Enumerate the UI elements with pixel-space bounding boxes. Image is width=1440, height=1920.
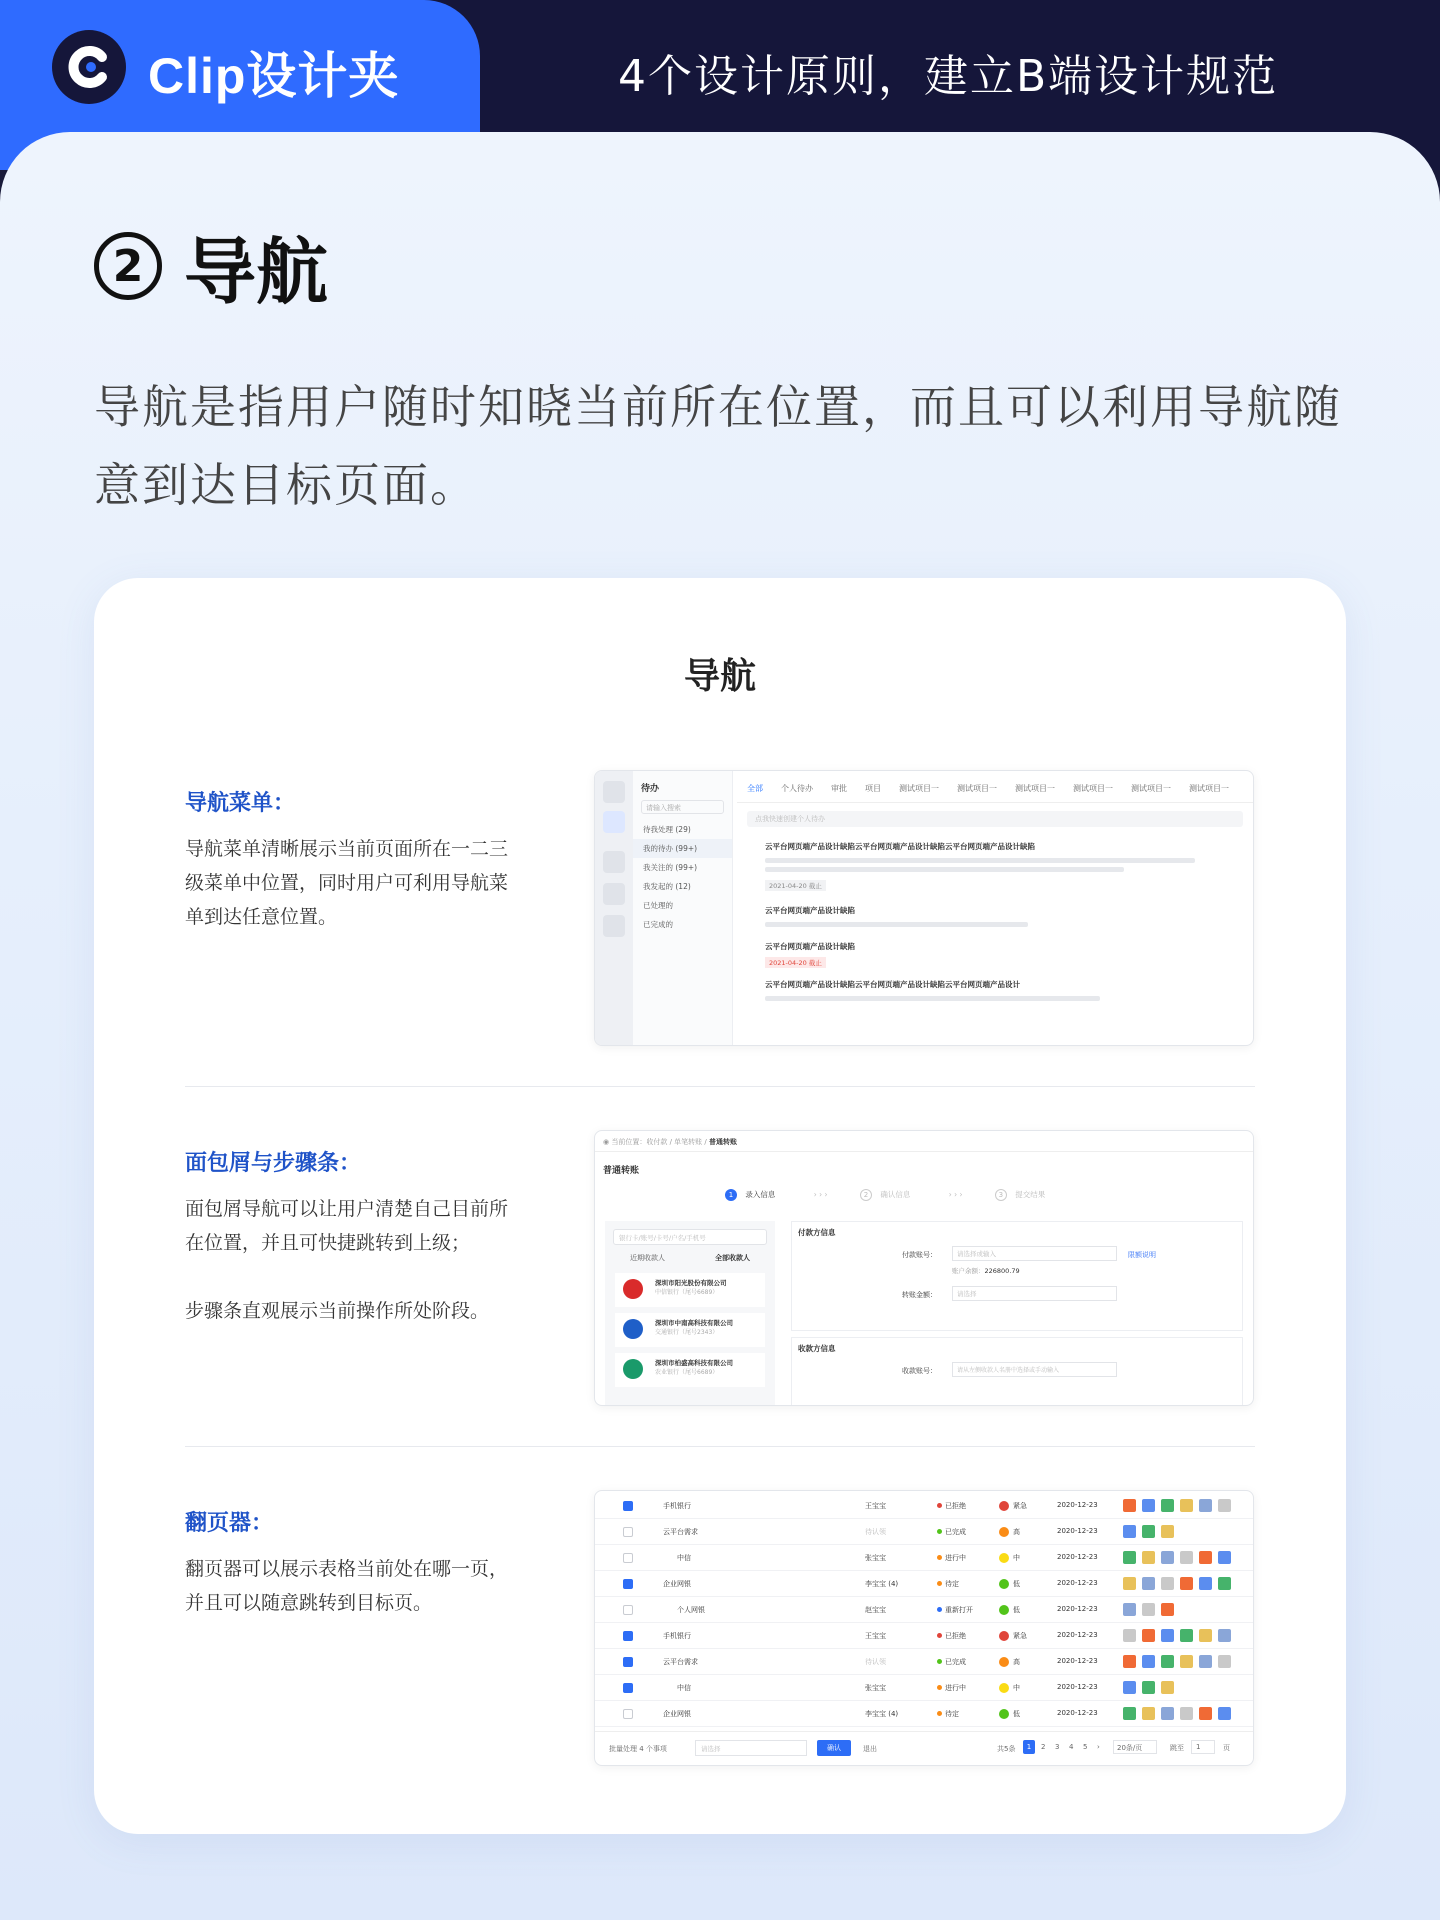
divider [185, 1086, 1255, 1087]
payee-bank: 农业银行（尾号6689） [655, 1369, 719, 1376]
attachment-thumbnail-icon[interactable] [1218, 1577, 1231, 1590]
payer-section [791, 1221, 1243, 1331]
workbench-icon [603, 883, 625, 905]
todo-main [737, 771, 1253, 1045]
row-desc-pagination: 翻页器可以展示表格当前处在哪一页，并且可以随意跳转到目标页。 [185, 1558, 509, 1614]
attachment-thumbnail-icon[interactable] [1161, 1551, 1174, 1564]
attachment-thumbnail-icon[interactable] [1123, 1577, 1136, 1590]
row-owner: 李宝宝 (4) [865, 1580, 899, 1588]
row-status: 进行中 [945, 1684, 966, 1692]
menu-item[interactable]: 待我处理 (29) [643, 825, 691, 834]
attachment-thumbnail-icon[interactable] [1142, 1525, 1155, 1538]
row-date: 2020-12-23 [1057, 1683, 1098, 1691]
payee-name: 深圳市阳光股份有限公司 [655, 1279, 727, 1287]
payee-name: 深圳市柏盛高科技有限公司 [655, 1359, 733, 1367]
row-owner: 待认领 [865, 1658, 886, 1666]
quick-add-input[interactable]: 点我快速创建个人待办 [747, 811, 1243, 827]
status-dot-icon [937, 1685, 942, 1690]
menu-item[interactable]: 我发起的 (12) [643, 882, 691, 891]
row-owner: 张宝宝 [865, 1684, 886, 1692]
attachment-thumbnail-icon[interactable] [1123, 1551, 1136, 1564]
tab-test[interactable]: 测试项目一 [1189, 784, 1229, 793]
page-4-button[interactable]: 4 [1069, 1743, 1074, 1751]
status-dot-icon [937, 1555, 942, 1560]
row-status: 已完成 [945, 1658, 966, 1666]
payee-section-title: 收款方信息 [798, 1344, 836, 1353]
row-priority: 低 [1013, 1710, 1020, 1718]
payee-section [791, 1337, 1243, 1406]
payee-item[interactable] [615, 1353, 765, 1387]
attachment-thumbnail-icon[interactable] [1142, 1603, 1155, 1616]
attachment-thumbnail-icon[interactable] [1199, 1499, 1212, 1512]
attachment-thumbnail-icon[interactable] [1199, 1707, 1212, 1720]
tab-test[interactable]: 测试项目一 [1131, 784, 1171, 793]
row-checkbox[interactable] [623, 1631, 633, 1641]
attachment-thumbnail-icon[interactable] [1123, 1525, 1136, 1538]
row-date: 2020-12-23 [1057, 1631, 1098, 1639]
jump-label: 跳至 [1170, 1744, 1184, 1752]
attachment-thumbnail-icon[interactable] [1161, 1499, 1174, 1512]
table-row[interactable] [595, 1675, 1253, 1701]
tab-test[interactable]: 测试项目一 [957, 784, 997, 793]
batch-label: 批量处理 4 个事项 [609, 1745, 667, 1753]
payer-field-label: 付款账号： [902, 1251, 937, 1259]
row-label-pagination: 翻页器： [185, 1511, 274, 1536]
page-3-button[interactable]: 3 [1055, 1743, 1060, 1751]
row-status: 进行中 [945, 1554, 966, 1562]
attachment-thumbnail-icon[interactable] [1142, 1707, 1155, 1720]
table-row[interactable] [595, 1649, 1253, 1675]
attachment-thumbnail-icon[interactable] [1142, 1655, 1155, 1668]
icon-rail [595, 771, 633, 1045]
row-status: 已完成 [945, 1528, 966, 1536]
attachment-thumbnail-icon[interactable] [1123, 1629, 1136, 1642]
attachment-thumbnail-icon[interactable] [1180, 1577, 1193, 1590]
menu-item-active[interactable]: 我的待办 (99+) [633, 839, 732, 858]
row-owner: 李宝宝 (4) [865, 1710, 899, 1718]
total-count: 共5条 [997, 1745, 1016, 1753]
row-name: 手机银行 [663, 1502, 691, 1510]
step-arrow-icon: › › › [813, 1190, 828, 1199]
content-card [94, 578, 1346, 1834]
priority-icon [999, 1605, 1009, 1615]
row-name: 企业网银 [663, 1580, 691, 1588]
status-dot-icon [937, 1607, 942, 1612]
row-priority: 高 [1013, 1528, 1020, 1536]
tab-approval[interactable]: 审批 [831, 784, 847, 793]
payee-search-input[interactable]: 银行卡/账号/卡号/户名/手机号 [613, 1229, 767, 1245]
breadcrumb-screenshot [594, 1130, 1254, 1406]
row-date: 2020-12-23 [1057, 1553, 1098, 1561]
attachment-thumbnail-icon[interactable] [1161, 1629, 1174, 1642]
attachment-thumbnail-icon[interactable] [1199, 1551, 1212, 1564]
attachment-thumbnail-icon[interactable] [1180, 1707, 1193, 1720]
batch-action-select[interactable]: 请选择 [695, 1740, 807, 1756]
page-size-select[interactable]: 20条/页 [1113, 1740, 1157, 1754]
row-status: 待定 [945, 1710, 959, 1718]
row-priority: 低 [1013, 1580, 1020, 1588]
attachment-thumbnail-icon[interactable] [1123, 1655, 1136, 1668]
clip-logo-icon [52, 30, 126, 104]
menu-search-input[interactable]: 请输入搜索 [641, 800, 724, 814]
row-desc-breadcrumb: 面包屑导航可以让用户清楚自己目前所在位置，并且可快捷跳转到上级； [185, 1198, 509, 1254]
row-priority: 紧急 [1013, 1632, 1027, 1640]
todo-tabs [737, 771, 1253, 803]
table-footer [595, 1731, 1253, 1766]
page-title: 普通转账 [603, 1166, 640, 1176]
page-5-button[interactable]: 5 [1083, 1743, 1088, 1751]
tab-recent-payees[interactable]: 近期收款人 [630, 1254, 665, 1262]
todo-due-date-overdue: 2021-04-20 截止 [765, 957, 826, 968]
row-priority: 紧急 [1013, 1502, 1027, 1510]
attachment-thumbnail-icon[interactable] [1180, 1655, 1193, 1668]
message-icon [603, 915, 625, 937]
row-checkbox[interactable] [623, 1709, 633, 1719]
page-1-button[interactable]: 1 [1023, 1740, 1035, 1754]
row-checkbox[interactable] [623, 1553, 633, 1563]
attachment-thumbnail-icon[interactable] [1123, 1603, 1136, 1616]
attachment-thumbnail-icon[interactable] [1123, 1681, 1136, 1694]
attachment-thumbnail-icon[interactable] [1218, 1499, 1231, 1512]
next-page-icon[interactable]: › [1097, 1743, 1100, 1751]
row-checkbox[interactable] [623, 1527, 633, 1537]
confirm-button[interactable]: 确认 [817, 1740, 851, 1756]
section-number: 2 [94, 232, 162, 300]
balance-value: 226800.79 [984, 1267, 1020, 1275]
breadcrumb-current: 普通转账 [708, 1138, 737, 1146]
priority-icon [999, 1553, 1009, 1563]
payee-bank: 交通银行（尾号2343） [655, 1329, 719, 1336]
attachment-thumbnail-icon[interactable] [1199, 1655, 1212, 1668]
attachment-thumbnail-icon[interactable] [1161, 1655, 1174, 1668]
step-1-label: 录入信息 [745, 1190, 776, 1199]
payee-panel [605, 1221, 775, 1406]
status-dot-icon [937, 1659, 942, 1664]
attachment-thumbnail-icon[interactable] [1123, 1707, 1136, 1720]
row-name: 云平台需求 [663, 1658, 698, 1666]
status-dot-icon [937, 1711, 942, 1716]
section-intro: 导航是指用户随时知晓当前所在位置，而且可以利用导航随意到达目标页面。 [94, 380, 1342, 512]
breadcrumb-prefix: 当前位置： [611, 1138, 647, 1146]
todo-icon [603, 811, 625, 833]
row-status: 已拒绝 [945, 1502, 966, 1510]
row-owner: 王宝宝 [865, 1632, 886, 1640]
priority-icon [999, 1527, 1009, 1537]
row-label-breadcrumb-steps: 面包屑与步骤条： [185, 1151, 362, 1176]
breadcrumb [603, 1137, 737, 1147]
priority-icon [999, 1657, 1009, 1667]
attachment-thumbnail-icon[interactable] [1161, 1681, 1174, 1694]
attachment-thumbnail-icon[interactable] [1123, 1499, 1136, 1512]
payee-item[interactable] [615, 1313, 765, 1347]
status-dot-icon [937, 1503, 942, 1508]
row-priority: 低 [1013, 1606, 1020, 1614]
brand-name: Clip设计夹 [148, 48, 400, 104]
row-date: 2020-12-23 [1057, 1605, 1098, 1613]
row-checkbox[interactable] [623, 1579, 633, 1589]
payee-bank: 中信银行（尾号6689） [655, 1289, 719, 1296]
row-owner: 张宝宝 [865, 1554, 886, 1562]
attachment-thumbnail-icon[interactable] [1180, 1629, 1193, 1642]
menu-item[interactable]: 我关注的 (99+) [643, 863, 698, 872]
limit-help-link[interactable]: 限额说明 [1128, 1251, 1156, 1259]
attachment-thumbnail-icon[interactable] [1142, 1681, 1155, 1694]
attachment-thumbnail-icon[interactable] [1180, 1551, 1193, 1564]
exit-button[interactable]: 退出 [863, 1745, 877, 1753]
table-row[interactable] [595, 1597, 1253, 1623]
table-row[interactable] [595, 1519, 1253, 1545]
section-title-text: 导航 [184, 230, 329, 314]
attachment-thumbnail-icon[interactable] [1218, 1629, 1231, 1642]
work-icon [603, 851, 625, 873]
tab-all[interactable]: 全部 [747, 784, 763, 793]
tab-all-payees[interactable]: 全部收款人 [715, 1254, 750, 1262]
row-owner: 赵宝宝 [865, 1606, 886, 1614]
priority-icon [999, 1501, 1009, 1511]
row-status: 待定 [945, 1580, 959, 1588]
row-name: 手机银行 [663, 1632, 691, 1640]
attachment-thumbnail-icon[interactable] [1161, 1525, 1174, 1538]
step-2-icon: 2 [860, 1189, 872, 1201]
row-owner: 王宝宝 [865, 1502, 886, 1510]
headline: 4个设计原则，建立B端设计规范 [618, 51, 1279, 102]
row-priority: 中 [1013, 1684, 1020, 1692]
row-priority: 高 [1013, 1658, 1020, 1666]
row-priority: 中 [1013, 1554, 1020, 1562]
row-checkbox[interactable] [623, 1605, 633, 1615]
table-row[interactable] [595, 1545, 1253, 1571]
row-owner: 待认领 [865, 1528, 886, 1536]
pagination-screenshot [594, 1490, 1254, 1766]
bank-logo-icon [623, 1279, 643, 1299]
table-row[interactable] [595, 1571, 1253, 1597]
step-arrow-icon: › › › [948, 1190, 963, 1199]
row-checkbox[interactable] [623, 1657, 633, 1667]
payer-section-title: 付款方信息 [798, 1228, 836, 1237]
attachment-thumbnail-icon[interactable] [1161, 1577, 1174, 1590]
payee-item[interactable] [615, 1273, 765, 1307]
attachment-thumbnail-icon[interactable] [1199, 1577, 1212, 1590]
payer-account-select[interactable]: 请选择或输入 [952, 1246, 1117, 1261]
tab-test[interactable]: 测试项目一 [1015, 784, 1055, 793]
table-row[interactable] [595, 1701, 1253, 1727]
table-row[interactable] [595, 1623, 1253, 1649]
todo-item-title[interactable]: 云平台网页端产品设计缺陷 [765, 942, 855, 951]
bank-logo-icon [623, 1319, 643, 1339]
row-status: 重新打开 [945, 1606, 973, 1614]
row-date: 2020-12-23 [1057, 1501, 1098, 1509]
payee-field-label: 收款账号： [902, 1367, 937, 1375]
attachment-thumbnail-icon[interactable] [1180, 1499, 1193, 1512]
row-date: 2020-12-23 [1057, 1657, 1098, 1665]
attachment-thumbnail-icon[interactable] [1142, 1629, 1155, 1642]
todo-item-title[interactable]: 云平台网页端产品设计缺陷 [765, 906, 855, 915]
amount-field-label: 转账金额： [902, 1291, 937, 1299]
status-dot-icon [937, 1581, 942, 1586]
table-row[interactable] [595, 1493, 1253, 1519]
row-name: 中信 [677, 1554, 691, 1562]
attachment-thumbnail-icon[interactable] [1199, 1629, 1212, 1642]
row-status: 已拒绝 [945, 1632, 966, 1640]
secondary-menu [633, 771, 733, 1045]
row-checkbox[interactable] [623, 1501, 633, 1511]
jump-page-input[interactable]: 1 [1191, 1740, 1215, 1754]
step-2-label: 确认信息 [880, 1190, 911, 1199]
nav-menu-screenshot [594, 770, 1254, 1046]
todo-item-title[interactable]: 云平台网页端产品设计缺陷云平台网页端产品设计缺陷云平台网页端产品设计缺陷 [765, 842, 1035, 851]
row-date: 2020-12-23 [1057, 1579, 1098, 1587]
row-name: 中信 [677, 1684, 691, 1692]
menu-item[interactable]: 已处理的 [643, 901, 673, 910]
search-icon [603, 781, 625, 803]
attachment-thumbnail-icon[interactable] [1218, 1551, 1231, 1564]
card-title: 导航 [683, 656, 756, 697]
priority-icon [999, 1631, 1009, 1641]
priority-icon [999, 1579, 1009, 1589]
row-date: 2020-12-23 [1057, 1709, 1098, 1717]
row-name: 企业网银 [663, 1710, 691, 1718]
attachment-thumbnail-icon[interactable] [1218, 1655, 1231, 1668]
attachment-thumbnail-icon[interactable] [1161, 1707, 1174, 1720]
payee-name: 深圳市中南高科技有限公司 [655, 1319, 733, 1327]
row-desc-nav-menu: 导航菜单清晰展示当前页面所在一二三级菜单中位置，同时用户可利用导航菜单到达任意位置。 [185, 838, 509, 928]
step-bar [725, 1189, 1165, 1205]
priority-icon [999, 1683, 1009, 1693]
payee-account-input[interactable]: 请从左侧收款人名册中选择或手动输入 [952, 1362, 1117, 1377]
bank-logo-icon [623, 1359, 643, 1379]
step-1-icon: 1 [725, 1189, 737, 1201]
todo-due-date: 2021-04-20 截止 [765, 880, 826, 891]
breadcrumb-links[interactable]: 收付款 / 单笔转账 / [646, 1138, 709, 1146]
attachment-thumbnail-icon[interactable] [1142, 1577, 1155, 1590]
menu-item[interactable]: 已完成的 [643, 920, 673, 929]
tab-test[interactable]: 测试项目一 [1073, 784, 1113, 793]
row-checkbox[interactable] [623, 1683, 633, 1693]
menu-title: 待办 [641, 784, 660, 794]
attachment-thumbnail-icon[interactable] [1142, 1499, 1155, 1512]
row-date: 2020-12-23 [1057, 1527, 1098, 1535]
page-unit: 页 [1223, 1744, 1230, 1752]
row-name: 个人网银 [677, 1606, 705, 1614]
todo-item-title[interactable]: 云平台网页端产品设计缺陷云平台网页端产品设计缺陷云平台网页端产品设计 [765, 980, 1020, 989]
status-dot-icon [937, 1633, 942, 1638]
amount-input[interactable]: 请选择 [952, 1286, 1117, 1301]
tab-project[interactable]: 项目 [865, 784, 881, 793]
priority-icon [999, 1709, 1009, 1719]
location-pin-icon: ◉ [603, 1138, 612, 1146]
attachment-thumbnail-icon[interactable] [1142, 1551, 1155, 1564]
row-label-nav-menu: 导航菜单： [185, 791, 296, 816]
attachment-thumbnail-icon[interactable] [1218, 1707, 1231, 1720]
page-2-button[interactable]: 2 [1041, 1743, 1046, 1751]
row-desc-steps: 步骤条直观展示当前操作所处阶段。 [185, 1300, 490, 1322]
row-name: 云平台需求 [663, 1528, 698, 1536]
divider [185, 1446, 1255, 1447]
step-3-icon: 3 [995, 1189, 1007, 1201]
tab-personal[interactable]: 个人待办 [781, 784, 813, 793]
balance-label: 账户余额： [952, 1267, 985, 1275]
status-dot-icon [937, 1529, 942, 1534]
attachment-thumbnail-icon[interactable] [1161, 1603, 1174, 1616]
step-3-label: 提交结果 [1015, 1190, 1046, 1199]
tab-test[interactable]: 测试项目一 [899, 784, 939, 793]
section-title [94, 214, 328, 318]
